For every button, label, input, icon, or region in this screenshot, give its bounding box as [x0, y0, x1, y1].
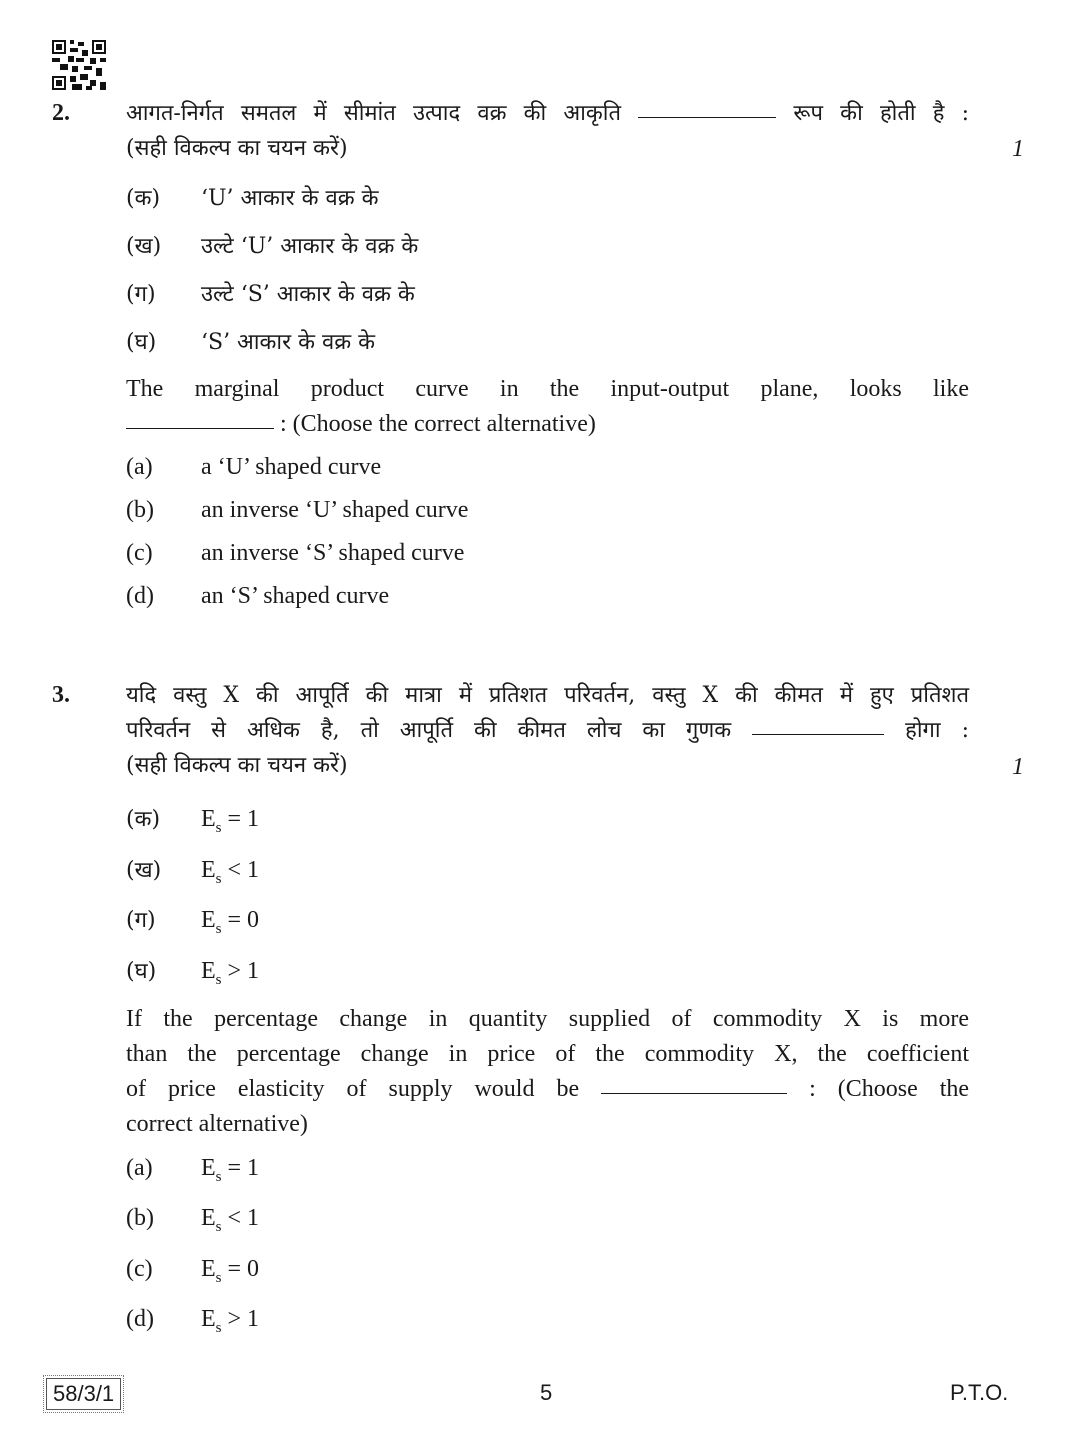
question-line: If the percentage change in quantity supplied of commodity X is more — [126, 1006, 969, 1032]
option-label: (क) — [126, 807, 161, 832]
option-kha — [126, 853, 259, 896]
option-equation — [201, 857, 260, 887]
option-equation — [201, 1155, 260, 1185]
eq-subscript: s — [215, 1320, 222, 1336]
option-gha — [126, 326, 375, 360]
option-label: (c) — [126, 1256, 153, 1282]
answer-blank — [126, 427, 274, 429]
question-line: The marginal product curve in the input-output plane, looks like — [126, 376, 969, 402]
option-gha — [126, 954, 259, 997]
option-label: (ख) — [126, 234, 162, 259]
eq-subscript: s — [215, 921, 222, 937]
question-line-part: : (Choose the correct alternative) — [280, 411, 596, 437]
eq-subscript: s — [215, 1219, 222, 1235]
qr-code-icon — [52, 40, 106, 90]
question-line-part: परिवर्तन से अधिक है, तो आपूर्ति की कीमत लोच का गुणक — [126, 718, 732, 743]
option-ga — [126, 903, 259, 946]
option-b — [126, 1201, 259, 1244]
option-d — [126, 1302, 259, 1345]
option-label: (घ) — [126, 959, 157, 984]
option-d — [126, 579, 389, 613]
eq-base: E — [201, 1205, 216, 1231]
eq-relation: = 0 — [221, 1256, 260, 1282]
eq-base: E — [201, 806, 216, 832]
option-equation — [201, 1205, 260, 1235]
question-text-hindi — [126, 96, 969, 166]
option-label: (b) — [126, 497, 154, 523]
eq-base: E — [201, 907, 216, 933]
question-line-part: of price elasticity of supply would be — [126, 1076, 580, 1102]
option-ka — [126, 182, 379, 216]
question-line-part: होगा : — [905, 718, 969, 743]
option-label: (ग) — [126, 908, 156, 933]
option-a — [126, 450, 381, 484]
question-instruction: (सही विकल्प का चयन करें) — [126, 753, 348, 778]
eq-subscript: s — [215, 972, 222, 988]
marks: 1 — [1012, 754, 1024, 780]
question-instruction: (सही विकल्प का चयन करें) — [126, 136, 348, 161]
option-text: उल्टे ‘U’ आकार के वक्र के — [201, 234, 419, 259]
option-label: (b) — [126, 1205, 154, 1231]
option-text: a ‘U’ shaped curve — [201, 454, 382, 480]
question-line: than the percentage change in price of the commodity X, the coefficient — [126, 1041, 969, 1067]
page-number: 5 — [540, 1380, 553, 1405]
option-a — [126, 1151, 259, 1194]
option-b — [126, 493, 468, 527]
eq-base: E — [201, 857, 216, 883]
marks: 1 — [1012, 136, 1024, 162]
eq-base: E — [201, 958, 216, 984]
option-c — [126, 536, 464, 570]
option-ka — [126, 802, 259, 845]
option-label: (c) — [126, 540, 153, 566]
eq-base: E — [201, 1155, 216, 1181]
eq-subscript: s — [215, 1169, 222, 1185]
option-label: (क) — [126, 186, 161, 211]
question-line: यदि वस्तु X की आपूर्ति की मात्रा में प्रतिशत परिवर्तन, वस्तु X की कीमत में हुए प्रतिशत — [126, 683, 969, 708]
option-text: an ‘S’ shaped curve — [201, 583, 390, 609]
eq-subscript: s — [215, 1270, 222, 1286]
question-number: 3. — [52, 682, 70, 708]
option-equation — [201, 1306, 260, 1336]
option-label: (ग) — [126, 282, 156, 307]
paper-code: 58/3/1 — [46, 1378, 121, 1410]
question-number: 2. — [52, 100, 70, 126]
question-line — [126, 713, 969, 748]
question-line-part: : (Choose the — [809, 1076, 970, 1102]
option-label: (d) — [126, 583, 154, 609]
eq-relation: > 1 — [221, 1306, 260, 1332]
question-line — [126, 1072, 969, 1107]
question-text-hindi — [126, 678, 969, 783]
eq-subscript: s — [215, 871, 222, 887]
option-text: an inverse ‘S’ shaped curve — [201, 540, 465, 566]
option-label: (ख) — [126, 858, 162, 883]
option-equation — [201, 1256, 260, 1286]
option-text: ‘S’ आकार के वक्र के — [201, 330, 376, 355]
answer-blank — [601, 1092, 787, 1094]
eq-relation: > 1 — [221, 958, 260, 984]
option-ga — [126, 278, 415, 312]
option-label: (d) — [126, 1306, 154, 1332]
eq-relation: < 1 — [221, 857, 260, 883]
answer-blank — [752, 733, 884, 735]
answer-blank — [638, 116, 776, 118]
option-kha — [126, 230, 418, 264]
option-c — [126, 1252, 259, 1295]
question-text-english — [126, 1002, 969, 1142]
question-line — [126, 96, 969, 131]
option-label: (a) — [126, 454, 153, 480]
eq-base: E — [201, 1256, 216, 1282]
question-line-part: रूप की होती है : — [793, 101, 970, 126]
option-text: ‘U’ आकार के वक्र के — [201, 186, 379, 211]
eq-subscript: s — [215, 820, 222, 836]
eq-relation: < 1 — [221, 1205, 260, 1231]
option-label: (घ) — [126, 330, 157, 355]
option-equation — [201, 806, 260, 836]
option-equation — [201, 907, 260, 937]
page-footer — [0, 1378, 1080, 1414]
eq-relation: = 0 — [221, 907, 260, 933]
option-text: an inverse ‘U’ shaped curve — [201, 497, 469, 523]
eq-relation: = 1 — [221, 806, 260, 832]
option-equation — [201, 958, 260, 988]
eq-base: E — [201, 1306, 216, 1332]
option-label: (a) — [126, 1155, 153, 1181]
pto-label: P.T.O. — [950, 1380, 1009, 1405]
question-line: correct alternative) — [126, 1111, 308, 1137]
eq-relation: = 1 — [221, 1155, 260, 1181]
option-text: उल्टे ‘S’ आकार के वक्र के — [201, 282, 415, 307]
question-line-part: आगत-निर्गत समतल में सीमांत उत्पाद वक्र की आकृति — [126, 101, 622, 126]
question-text-english — [126, 372, 969, 442]
